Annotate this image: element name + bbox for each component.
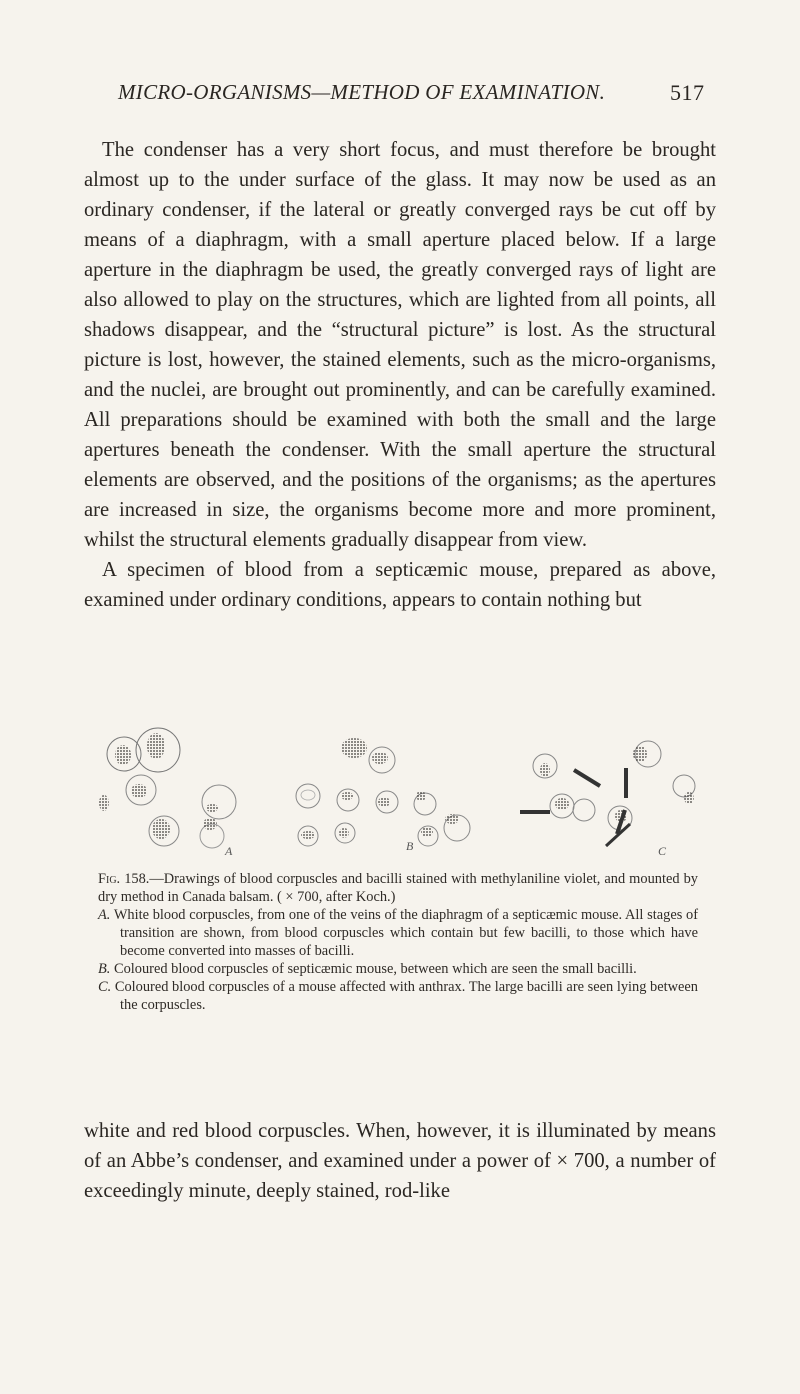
paragraph: white and red blood corpuscles. When, however, it is illuminated by means of an Abbe’s condenser, and examined under a power of × 700, a number of exceedingly minute, deeply stained, rod-like xyxy=(84,1120,716,1202)
panel-label-c: C xyxy=(658,844,667,858)
figure-plate xyxy=(84,714,716,858)
panel-label-b: B xyxy=(406,839,414,853)
caption-text: —Drawings of blood corpuscles and bacilli stained with methylaniline violet, and mounted by dry method in Canada balsam. ( × 700, after Koch.) xyxy=(98,871,698,905)
caption-item-text: White blood corpuscles, from one of the veins of the diaphragm of a septicæmic mouse. All stages of transition are shown, from blood corpuscles which contain but few bacilli, to those which have become converted into masses of bacilli. xyxy=(113,907,698,959)
caption-item-b xyxy=(98,960,698,978)
caption-item-a xyxy=(98,906,698,960)
caption-item-text: Coloured blood corpuscles of septicæmic mouse, between which are seen the small bacilli. xyxy=(114,961,637,977)
running-head: MICRO-ORGANISMS—METHOD OF EXAMINATION. xyxy=(118,80,606,104)
caption-item-letter: C. xyxy=(98,979,112,995)
figure-caption xyxy=(98,870,698,1014)
paragraph: The condenser has a very short focus, and must therefore be brought almost up to the under surface of the glass. It may now be used as an ordinary condenser, if the lateral or greatly converged rays be cut off by means of a diaphragm, with a small aperture placed below. If a large aperture in the diaphragm be used, the greatly converged rays of light are also allowed to play on the structures, which are lighted from all points, all shadows disappear, and the “structural picture” is lost. As the structural picture is lost, however, the stained elements, such as the micro-organisms, and the nuclei, are brought out prominently, and can be carefully examined. All preparations should be examined with both the small and the large apertures beneath the condenser. With the small aperture the structural elements are observed, and the positions of the organisms; as the apertures are increased in size, the organisms become more and more prominent, whilst the structural elements gradually disappear from view. xyxy=(84,139,716,551)
paragraph: A specimen of blood from a septicæmic mouse, prepared as above, examined under ordinary conditions, appears to contain nothing but xyxy=(84,559,716,611)
caption-title xyxy=(98,870,698,906)
panel-b-corpuscles xyxy=(296,738,470,853)
panel-a-corpuscles xyxy=(99,728,236,858)
page-number: 517 xyxy=(670,80,705,105)
body-text-bottom xyxy=(84,1116,716,1206)
blood-corpuscle-drawing xyxy=(84,714,716,858)
page-header xyxy=(0,80,800,120)
panel-c-corpuscles xyxy=(520,741,695,858)
body-text-top xyxy=(84,135,716,615)
figure-label: Fig. 158. xyxy=(98,871,150,887)
caption-item-letter: A. xyxy=(98,907,111,923)
caption-item-text: Coloured blood corpuscles of a mouse affected with anthrax. The large bacilli are seen lying between the corpuscles. xyxy=(114,979,698,1013)
caption-item-c xyxy=(98,978,698,1014)
panel-label-a: A xyxy=(225,844,233,858)
caption-item-letter: B. xyxy=(98,961,111,977)
